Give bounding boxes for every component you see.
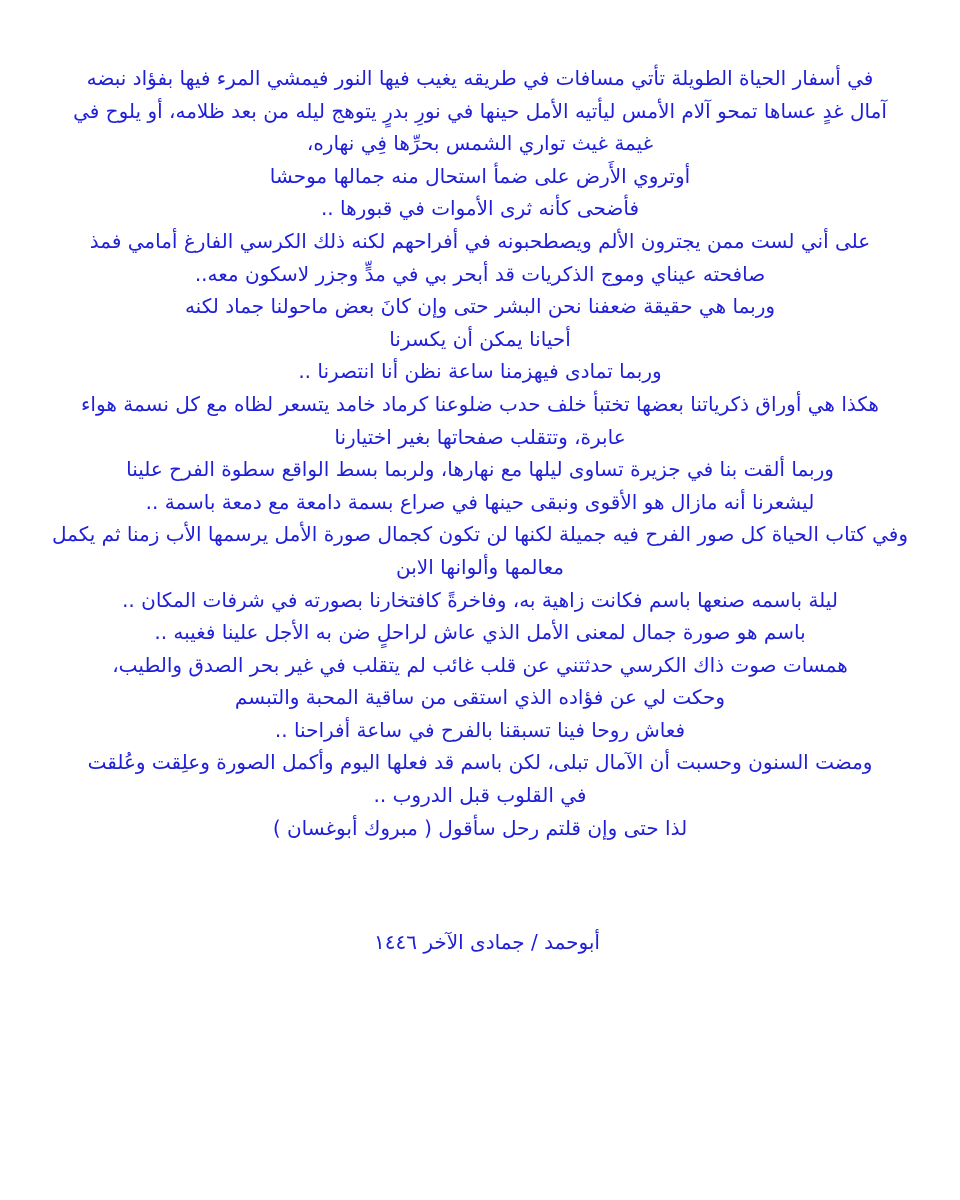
text-line: غيمة غيث تواري الشمس بحرِّها فِي نهاره، [306,131,654,156]
poem-body [6,62,954,844]
text-line: آمال غدٍ عساها تمحو آلام الأمس ليأتيه الأمل حينها في نورِ بدرٍ يتوهج ليله من بعد ظلامه، أو يلوح في [73,98,887,123]
text-line: في أسفار الحياة الطويلة تأتي مسافات في طريقه يغيب فيها النور فيمشي المرء فيها بفؤاد نبضه [86,66,874,90]
signature-line [0,926,960,958]
text-line: في القلوب قبل الدروب .. [373,783,587,808]
text-line: صافحته عيناي وموج الذكريات قد أبحر بي في مدٍّ وجزر لاسكون معه.. [194,261,766,286]
text-line: فأضحى كأنه ثرى الأموات في قبورها .. [320,196,640,221]
text-line: أوتروي الأَرض علی ضمأ استحال منه جمالها موحشا [269,163,691,188]
text-line: فعاش روحا فينا تسبقنا بالفرح في ساعة أفراحنا .. [274,717,686,742]
text-line: هكذا هي أوراق ذكرياتنا بعضها تختبأ خلف حدب ضلوعنا كرماد خامد يتسعر لظاه مع كل نسمة هواء [81,391,879,416]
text-line: همسات صوت ذاك الكرسي حدثتني عن قلب غائب لم يتقلب في غير بحر الصدق والطيب، [112,652,848,677]
text-line: على أني لست ممن يجترون الألم ويصطحبونه في أفراحهم لكنه ذلك الكرسي الفارغ أمامي فمذ [89,228,871,253]
text-line: ومضت السنون وحسبت أن الآمال تبلى، لكن باسم قد فعلها اليوم وأكمل الصورة وعلِقت وعُلقت [87,750,873,775]
text-line: وربما هي حقيقة ضعفنا نحن البشر حتى وإن كانَ بعض ماحولنا جماد لكنه [184,294,776,319]
text-line: وربما تمادى فيهزمنا ساعة نظن أنا انتصرنا .. [298,359,662,384]
text-line: وربما ألقت بنا في جزيرة تساوى ليلها مع نهارها، ولربما بسط الواقع سطوة الفرح علينا [126,457,834,482]
text-line: باسم هو صورة جمال لمعنى الأمل الذي عاش لراحلٍ ضن به الأجل علينا فغيبه .. [154,620,806,645]
text-line: ليشعرنا أنه مازال هو الأقوى ونبقى حينها في صراع بسمة دامعة مع دمعة باسمة .. [145,489,815,514]
text-line: معالمها وألوانها الابن [396,554,564,579]
text-line: أحيانا يمكن أن يكسرنا [389,326,571,351]
author-signature: أبوحمد / جمادى الآخر ١٤٤٦ [374,930,600,954]
text-line: لذا حتى وإن قلتم رحل سأقول ( مبروك أبوغسان ) [272,815,688,840]
text-line: وحكت لي عن فؤاده الذي استقى من ساقية المحبة والتبسم [234,685,726,710]
text-line: وفي كتاب الحياة كل صور الفرح فيه جميلة لكنها لن تكون كجمال صورة الأمل يرسمها الأب زمنا ثم يكمل [52,522,908,547]
text-line: ليلة باسمه صنعها باسم فكانت زاهية به، وفاخرةً كافتخارنا بصورته في شرفات المكان .. [122,587,838,612]
text-line: عابرة، وتتقلب صفحاتها بغير اختيارنا [334,424,626,449]
